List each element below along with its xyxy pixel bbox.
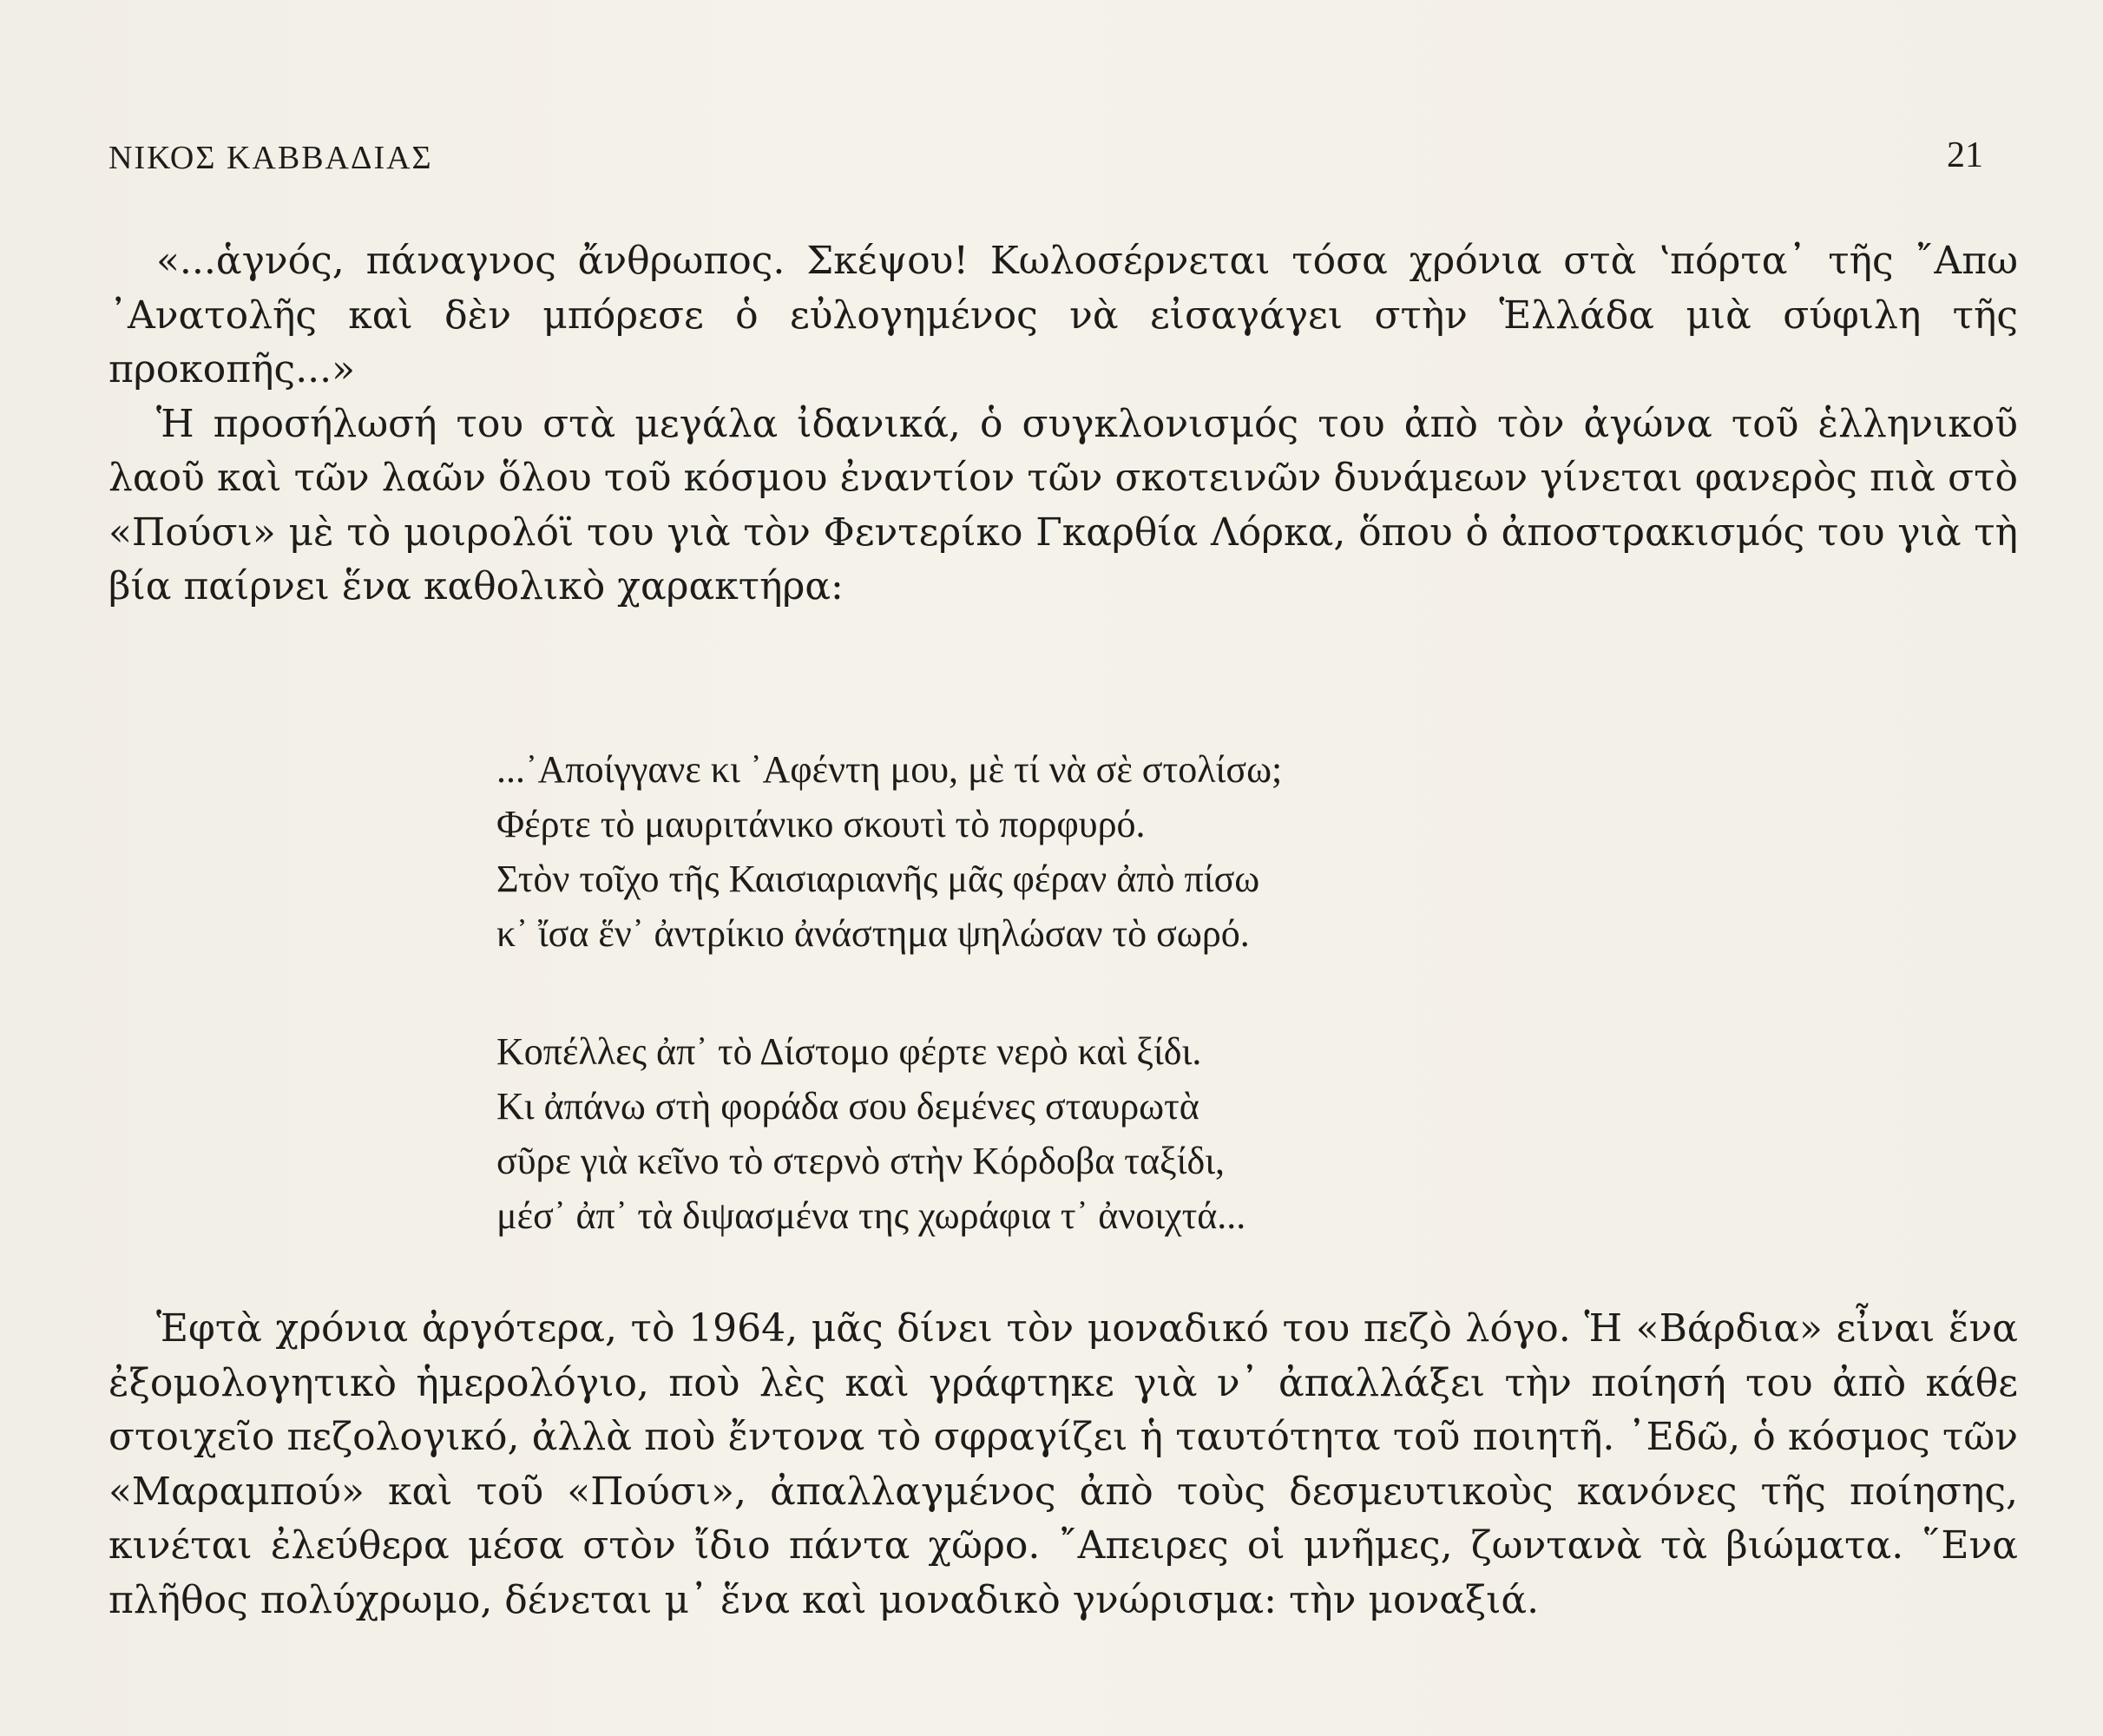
verse-stanza-2	[496, 1024, 1816, 1243]
paragraph-vardia: Ἑφτὰ χρόνια ἀργότερα, τὸ 1964, μᾶς δίνει τὸν μοναδικό του πεζὸ λόγο. Ἡ «Βάρδια» εἶναι ἕνα ἐξομολογητικὸ ἡμερολόγιο, ποὺ λὲς καὶ γράφτηκε γιὰ ν᾽ ἀπαλλάξει τὴν ποίησή του ἀπὸ κάθε στοιχεῖο πεζολογικό, ἀλλὰ ποὺ ἔντονα τὸ σφραγίζει ἡ ταυτότητα τοῦ ποιητῆ. ᾽Εδῶ, ὁ κόσμος τῶν «Μαραμπού» καὶ τοῦ «Πούσι», ἀπαλλαγμένος ἀπὸ τοὺς δεσμευτικοὺς κανόνες τῆς ποίησης, κινέται ἐλεύθερα μέσα στὸν ἴδιο πάντα χῶρο. ῎Απειρες οἱ μνῆμες, ζωντανὰ τὰ βιώματα. ῞Ενα πλῆθος πολύχρωμο, δένεται μ᾽ ἕνα καὶ μοναδικὸ γνώρισμα: τὴν μοναξιά.	[108, 1306, 2018, 1622]
verse-line: Κι ἀπάνω στὴ φοράδα σου δεμένες σταυρωτὰ	[496, 1085, 1199, 1128]
verse-line: σῦρε γιὰ κεῖνο τὸ στερνὸ στὴν Κόρδοβα ταξίδι,	[496, 1140, 1226, 1182]
verse-line: Φέρτε τὸ μαυριτάνικο σκουτὶ τὸ πορφυρό.	[496, 803, 1146, 845]
verse-line: μέσ᾽ ἀπ᾽ τὰ διψασμένα της χωράφια τ᾽ ἀνοιχτά...	[496, 1194, 1246, 1237]
paragraph-quote: «...ἁγνός, πάναγνος ἄνθρωπος. Σκέψου! Κωλοσέρνεται τόσα χρόνια στὰ ʽπόρτα᾽ τῆς ῎Απω ᾽Ανατολῆς καὶ δὲν μπόρεσε ὁ εὐλογημένος νὰ εἰσαγάγει στὴν Ἑλλάδα μιὰ σύφιλη τῆς προκοπῆς...»	[108, 239, 2018, 391]
verse-line: κ᾽ ἴσα ἕν᾽ ἀντρίκιο ἀνάστημα ψηλώσαν τὸ σωρό.	[496, 912, 1250, 955]
paragraph-lorca: Ἡ προσήλωσή του στὰ μεγάλα ἰδανικά, ὁ συγκλονισμός του ἀπὸ τὸν ἀγώνα τοῦ ἑλληνικοῦ λαοῦ καὶ τῶν λαῶν ὅλου τοῦ κόσμου ἐναντίον τῶν σκοτεινῶν δυνάμεων γίνεται φανερὸς πιὰ στὸ «Πούσι» μὲ τὸ μοιρολόϊ του γιὰ τὸν Φεντερίκο Γκαρθία Λόρκα, ὅπου ὁ ἀποστρακισμός του γιὰ τὴ βία παίρνει ἕνα καθολικὸ χαρακτήρα:	[108, 401, 2018, 608]
verse-line: Κοπέλλες ἀπ᾽ τὸ Δίστομο φέρτε νερὸ καὶ ξίδι.	[496, 1030, 1202, 1073]
running-head-author: ΝΙΚΟΣ ΚΑΒΒΑΔΙΑΣ	[108, 140, 433, 176]
prose-bottom	[108, 1302, 2018, 1628]
prose-top	[108, 234, 2018, 615]
verse-line: Στὸν τοῖχο τῆς Καισιαριανῆς μᾶς φέραν ἀπὸ πίσω	[496, 858, 1260, 900]
verse-stanza-1	[496, 742, 1816, 961]
page-number: 21	[1947, 135, 1983, 175]
verse-line: ...᾽Αποίγγανε κι ᾽Αφέντη μου, μὲ τί νὰ σὲ στολίσω;	[496, 748, 1283, 791]
